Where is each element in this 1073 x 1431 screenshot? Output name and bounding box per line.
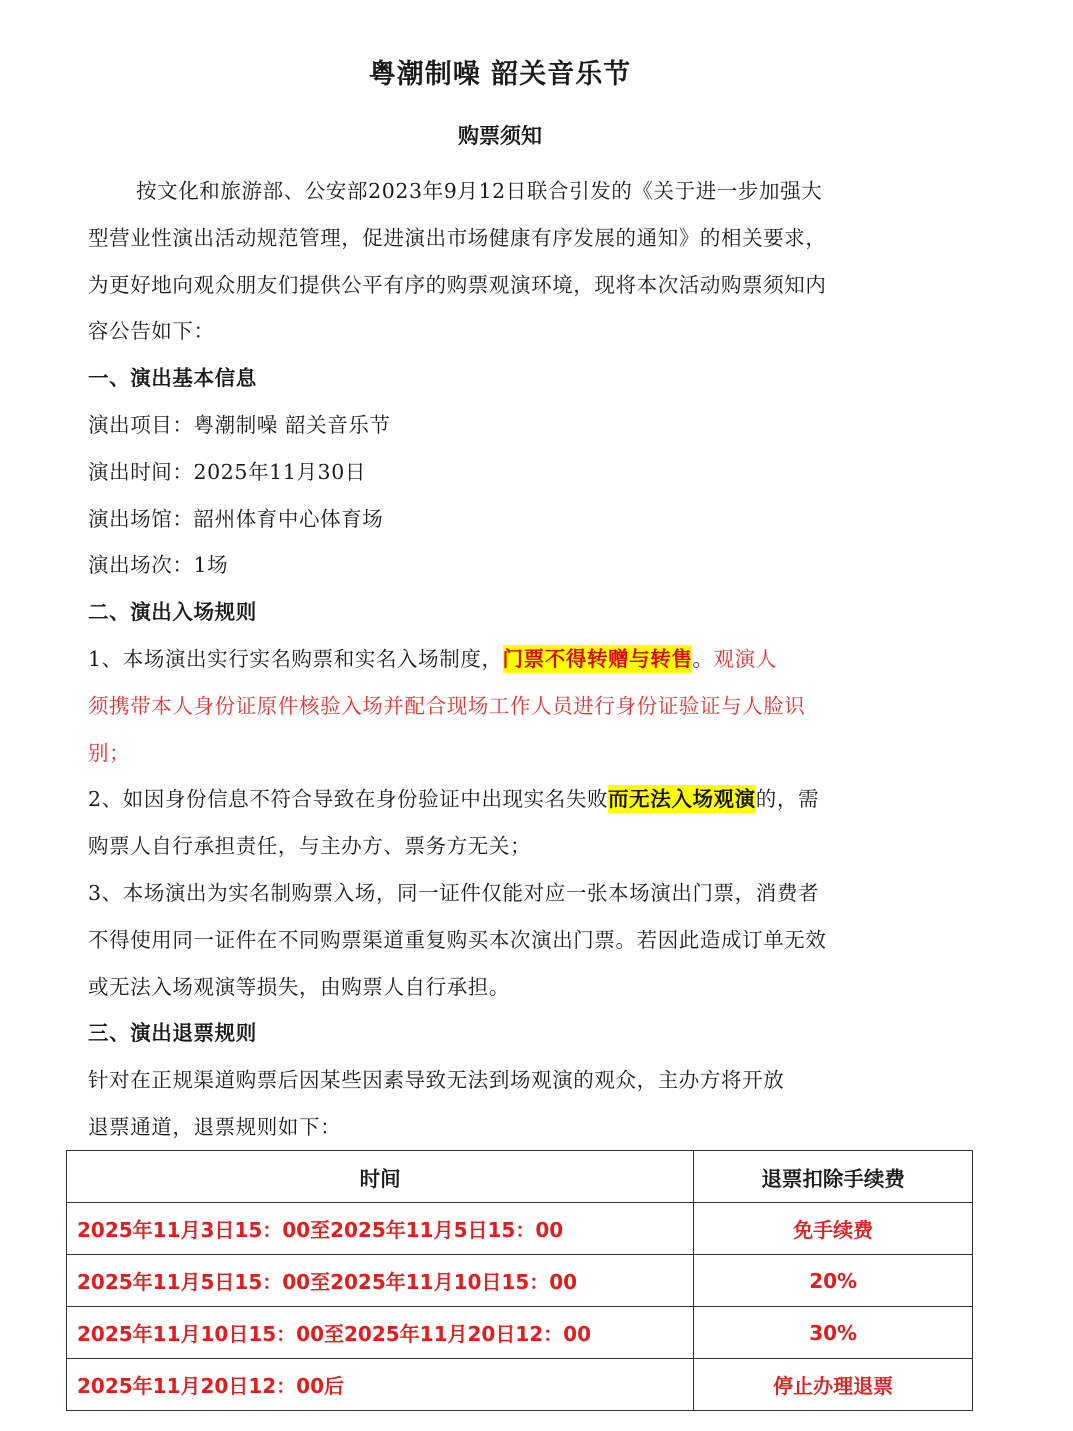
intro-line-4: 容公告如下： [88,319,215,344]
row-fee: 免手续费 [694,1203,973,1255]
rule1-line-2: 须携带本人身份证原件核验入场并配合现场工作人员进行身份证验证与人脸识 [88,693,806,718]
rule1-prefix: 1、本场演出实行实名购票和实名入场制度， [88,646,503,671]
document-subtitle: 购票须知 [458,124,542,148]
rule1-period: 。 [692,646,714,671]
rule2-prefix: 2、如因身份信息不符合导致在身份验证中出现实名失败 [88,787,609,812]
intro-line-2: 型营业性演出活动规范管理，促进演出市场健康有序发展的通知》的相关要求， [88,225,827,250]
row-time: 2025年11月5日15：00至2025年11月10日15：00 [67,1255,694,1307]
header-time: 时间 [67,1151,694,1203]
intro-line-1: 按文化和旅游部、公安部2023年9月12日联合引发的《关于进一步加强大 [136,179,823,203]
section3-heading: 三、演出退票规则 [88,1021,257,1046]
info-venue: 演出场馆：韶州体育中心体育场 [88,506,384,531]
document-body [88,168,918,1151]
table-row [67,1359,973,1411]
rule2-suffix: 的，需 [755,787,820,812]
rule1-red-start: 观演人 [713,646,777,671]
row-time: 2025年11月3日15：00至2025年11月5日15：00 [67,1203,694,1255]
info-time: 演出时间：2025年11月30日 [88,459,366,484]
info-project: 演出项目：粤潮制噪 韶关音乐节 [88,412,391,437]
rule2-highlight: 而无法入场观演 [608,787,756,812]
section1-heading: 一、演出基本信息 [88,366,257,391]
row-fee: 20% [694,1255,973,1307]
info-sessions: 演出场次：1场 [88,553,229,578]
rule1-line-3: 别； [88,740,131,765]
rule3-line-3: 或无法入场观演等损失，由购票人自行承担。 [88,974,510,999]
refund-table-header-row [67,1151,973,1203]
table-row [67,1203,973,1255]
rule2-line-1 [88,776,918,823]
table-row [67,1307,973,1359]
intro-line-3: 为更好地向观众朋友们提供公平有序的购票观演环境，现将本次活动购票须知内 [88,272,827,297]
row-time: 2025年11月20日12：00后 [67,1359,694,1411]
refund-intro-line-1: 针对在正规渠道购票后因某些因素导致无法到场观演的观众，主办方将开放 [88,1068,785,1093]
document-title: 粤潮制噪 韶关音乐节 [368,59,632,90]
refund-table [66,1150,973,1411]
header-fee: 退票扣除手续费 [694,1151,973,1203]
row-time: 2025年11月10日15：00至2025年11月20日12：00 [67,1307,694,1359]
rule1-highlight: 门票不得转赠与转售 [502,646,693,671]
rule2-line-2: 购票人自行承担责任，与主办方、票务方无关； [88,834,532,859]
rule1-line-1 [88,636,918,683]
section2-heading: 二、演出入场规则 [88,600,257,625]
rule3-line-1: 3、本场演出为实名制购票入场，同一证件仅能对应一张本场演出门票，消费者 [88,880,820,905]
rule3-line-2: 不得使用同一证件在不同购票渠道重复购买本次演出门票。若因此造成订单无效 [88,927,827,952]
table-row [67,1255,973,1307]
refund-intro-line-2: 退票通道，退票规则如下： [88,1114,342,1139]
row-fee: 停止办理退票 [694,1359,973,1411]
row-fee: 30% [694,1307,973,1359]
